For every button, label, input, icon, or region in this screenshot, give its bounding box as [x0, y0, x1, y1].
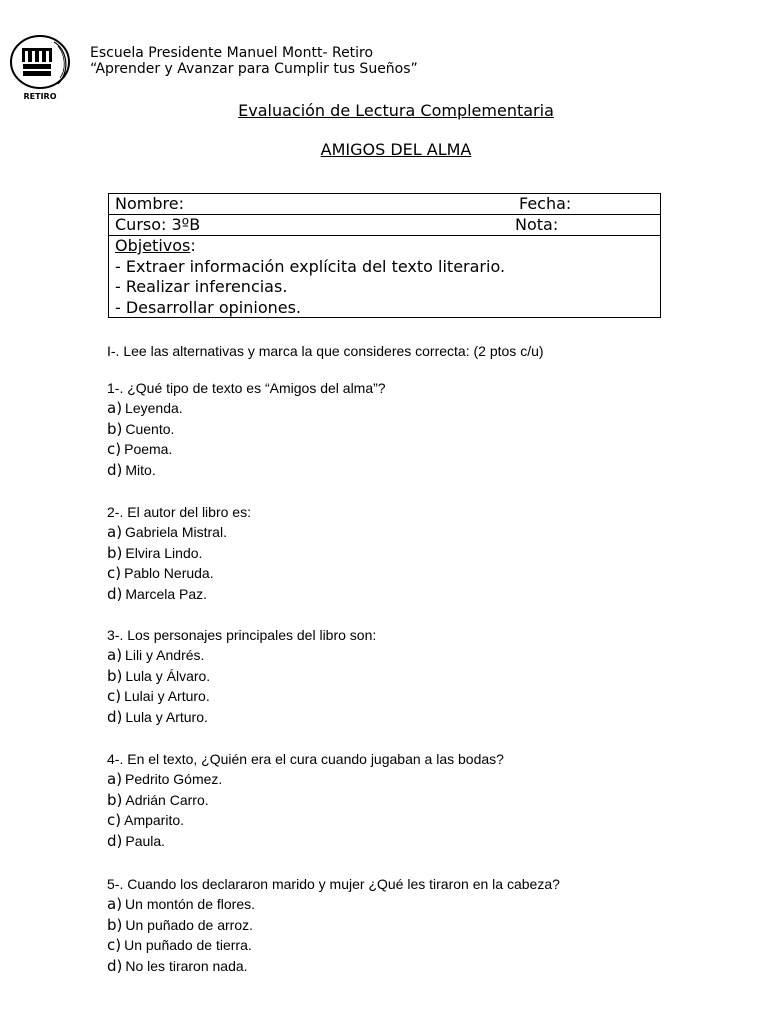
question-2: [107, 502, 251, 605]
fecha-label: Fecha:: [519, 194, 572, 213]
option-text: Lula y Arturo.: [125, 709, 208, 726]
option-text: Poema.: [124, 441, 173, 458]
option-letter: b): [107, 666, 123, 685]
option-letter: d): [107, 708, 123, 727]
objectives-colon: :: [190, 236, 196, 255]
page-title: Evaluación de Lectura Complementaria: [238, 101, 554, 120]
logo-text: RETIRO: [23, 92, 57, 101]
option-c[interactable]: [107, 686, 376, 707]
option-d[interactable]: [107, 956, 560, 977]
objectives-section: [109, 236, 660, 318]
school-logo: [8, 32, 74, 104]
question-text: 2-. El autor del libro es:: [107, 504, 251, 520]
info-row-course: [109, 215, 660, 236]
option-text: Marcela Paz.: [125, 586, 208, 603]
option-text: Mito.: [125, 462, 156, 479]
option-d[interactable]: [107, 460, 386, 481]
option-letter: c): [107, 811, 122, 830]
question-text: 4-. En el texto, ¿Quién era el cura cuando jugaban a las bodas?: [107, 751, 504, 767]
objectives-heading: Objetivos: [115, 236, 191, 255]
option-text: Pedrito Gómez.: [125, 771, 223, 787]
question-text: 5-. Cuando los declararon marido y mujer ¿Qué les tiraron en la cabeza?: [107, 876, 560, 892]
option-letter: b): [107, 915, 123, 934]
option-letter: c): [107, 440, 122, 459]
option-letter: d): [107, 585, 123, 604]
question-1: [107, 378, 386, 481]
option-letter: a): [107, 523, 123, 541]
curso-label: Curso: 3ºB: [115, 215, 201, 234]
option-text: Lili y Andrés.: [125, 647, 205, 663]
objective-item: - Realizar inferencias.: [115, 277, 288, 296]
student-info-box: [108, 193, 661, 318]
nota-label: Nota:: [515, 215, 559, 234]
question-3: [107, 625, 376, 728]
option-d[interactable]: [107, 707, 376, 728]
option-text: Un montón de flores.: [125, 896, 256, 912]
option-letter: c): [107, 936, 122, 955]
option-a[interactable]: [107, 769, 504, 790]
objective-item: - Extraer información explícita del texto literario.: [115, 256, 506, 276]
option-letter: d): [107, 461, 123, 480]
option-b[interactable]: [107, 419, 386, 440]
option-text: Gabriela Mistral.: [125, 524, 227, 540]
option-text: Cuento.: [125, 420, 175, 437]
option-letter: b): [107, 790, 123, 809]
option-b[interactable]: [107, 543, 251, 564]
option-text: Un puñado de tierra.: [124, 937, 252, 954]
question-4: [107, 749, 504, 852]
option-letter: c): [107, 564, 122, 583]
option-letter: b): [107, 419, 123, 438]
option-text: Adrián Carro.: [125, 791, 209, 808]
option-c[interactable]: [107, 439, 386, 460]
option-b[interactable]: [107, 666, 376, 687]
option-text: Amparito.: [124, 812, 185, 829]
option-d[interactable]: [107, 831, 504, 852]
option-letter: a): [107, 399, 123, 417]
option-text: Un puñado de arroz.: [125, 916, 254, 933]
option-text: Elvira Lindo.: [125, 544, 203, 561]
option-b[interactable]: [107, 790, 504, 811]
option-letter: b): [107, 543, 123, 562]
option-b[interactable]: [107, 915, 560, 936]
option-c[interactable]: [107, 935, 560, 956]
book-title: AMIGOS DEL ALMA: [320, 140, 472, 159]
option-a[interactable]: [107, 522, 251, 543]
option-text: Lula y Álvaro.: [125, 667, 211, 684]
option-d[interactable]: [107, 584, 251, 605]
option-letter: a): [107, 895, 123, 913]
school-header: [90, 45, 418, 77]
info-row-name: [109, 194, 660, 215]
option-letter: a): [107, 770, 123, 788]
option-a[interactable]: [107, 645, 376, 666]
objective-item: - Desarrollar opiniones.: [115, 297, 302, 317]
option-text: Leyenda.: [125, 400, 183, 416]
nombre-label: Nombre:: [115, 194, 184, 213]
option-text: Paula.: [125, 833, 166, 850]
option-a[interactable]: [107, 894, 560, 915]
option-text: Lulai y Arturo.: [124, 688, 210, 705]
question-text: 1-. ¿Qué tipo de texto es “Amigos del alma”?: [107, 380, 386, 396]
option-letter: a): [107, 646, 123, 664]
option-text: No les tiraron nada.: [125, 958, 248, 975]
option-c[interactable]: [107, 563, 251, 584]
option-c[interactable]: [107, 810, 504, 831]
school-name: Escuela Presidente Manuel Montt- Retiro: [90, 45, 374, 61]
option-letter: d): [107, 957, 123, 976]
instruction-text: I-. Lee las alternativas y marca la que consideres correcta: (2 ptos c/u): [107, 343, 544, 359]
question-text: 3-. Los personajes principales del libro son:: [107, 627, 377, 643]
option-letter: d): [107, 832, 123, 851]
option-text: Pablo Neruda.: [124, 565, 214, 582]
option-a[interactable]: [107, 398, 386, 419]
school-motto: “Aprender y Avanzar para Cumplir tus Sueños”: [90, 61, 418, 77]
question-5: [107, 874, 560, 977]
option-letter: c): [107, 687, 122, 706]
